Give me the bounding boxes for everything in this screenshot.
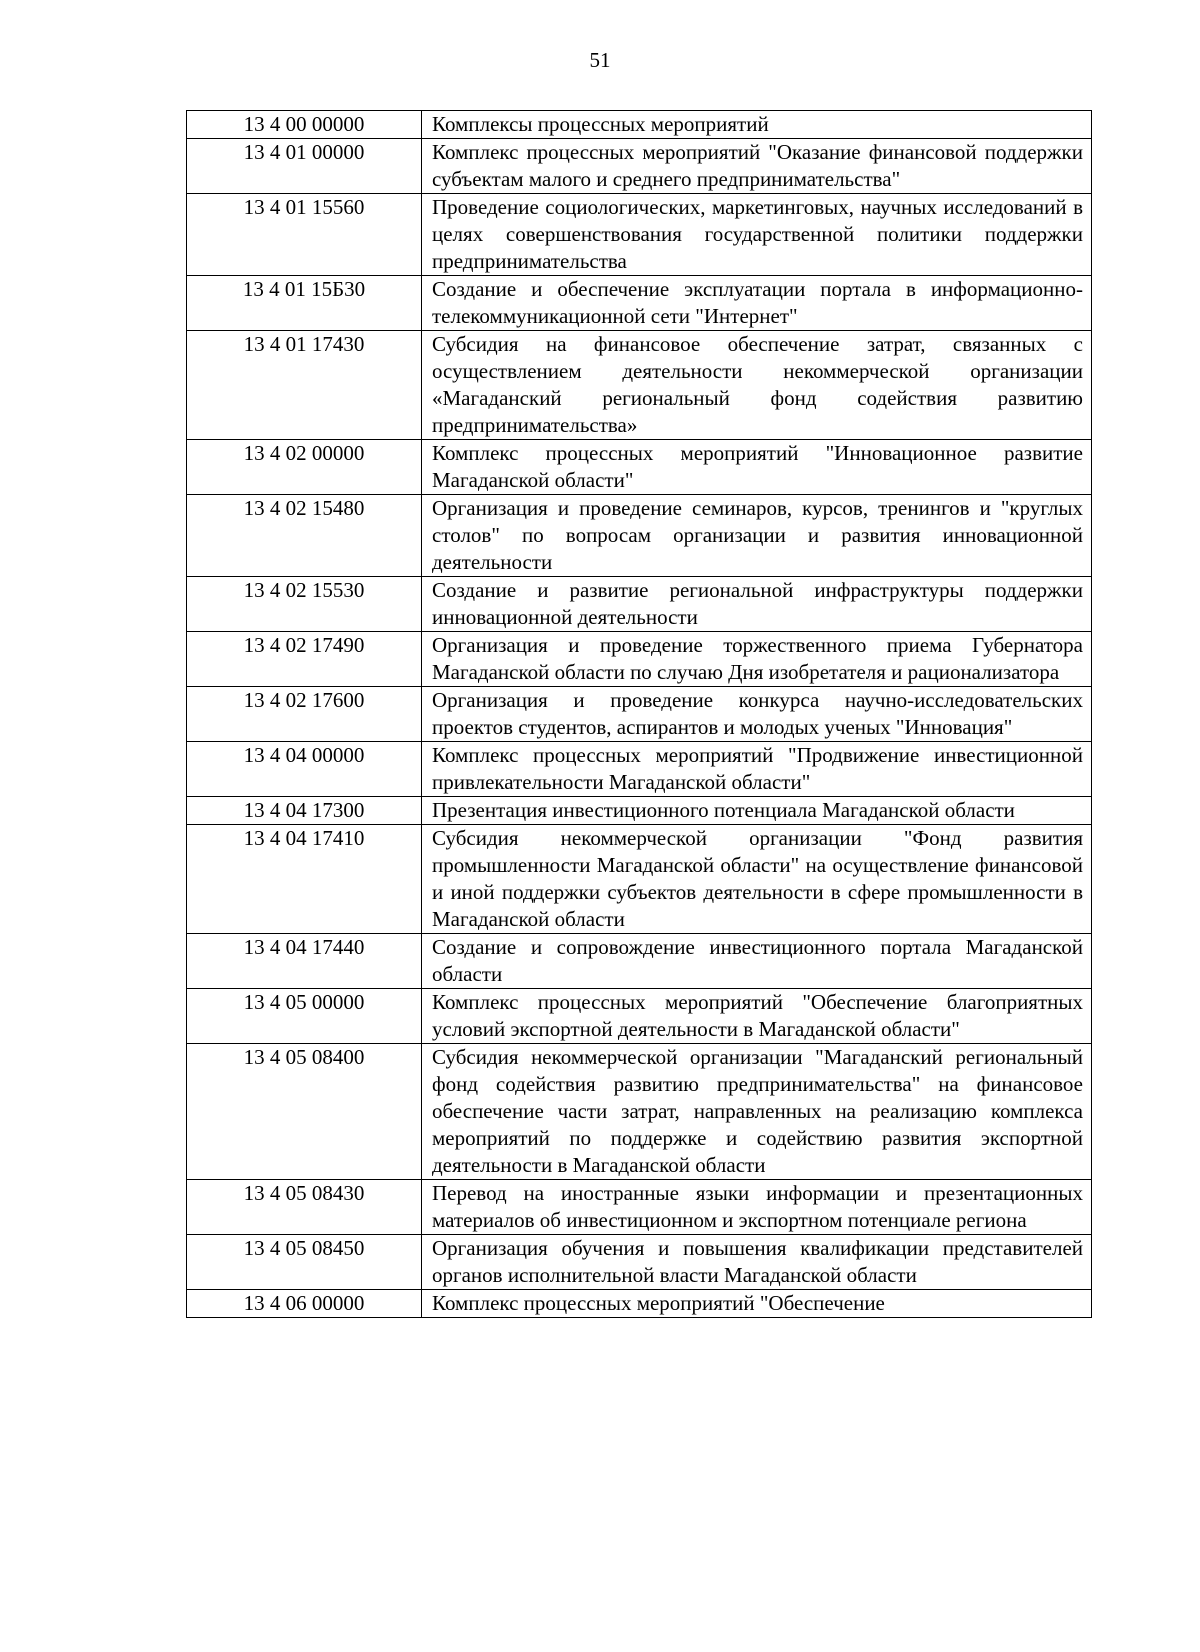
table-row (187, 1180, 1092, 1235)
table-row (187, 331, 1092, 440)
target-article-name: Комплексы процессных мероприятий (422, 111, 1092, 139)
target-article-code: 13 4 00 00000 (187, 111, 422, 139)
target-article-code: 13 4 02 15480 (187, 495, 422, 577)
target-article-code: 13 4 05 08450 (187, 1235, 422, 1290)
target-article-name: Создание и развитие региональной инфраструктуры поддержки инновационной деятельности (422, 577, 1092, 632)
table-row (187, 194, 1092, 276)
page-number: 51 (589, 48, 611, 72)
table-row (187, 632, 1092, 687)
target-article-name: Создание и сопровождение инвестиционного портала Магаданской области (422, 934, 1092, 989)
target-article-code: 13 4 01 00000 (187, 139, 422, 194)
table-row (187, 687, 1092, 742)
target-article-name: Комплекс процессных мероприятий "Обеспечение благоприятных условий экспортной деятельности в Магаданской области" (422, 989, 1092, 1044)
target-article-code: 13 4 04 17300 (187, 797, 422, 825)
target-article-name: Комплекс процессных мероприятий "Инновационное развитие Магаданской области" (422, 440, 1092, 495)
table-row (187, 111, 1092, 139)
target-article-code: 13 4 01 15Б30 (187, 276, 422, 331)
budget-classification-table (186, 110, 1092, 1318)
target-article-name: Создание и обеспечение эксплуатации портала в информационно-телекоммуникационной сети "Интернет" (422, 276, 1092, 331)
target-article-name: Организация и проведение торжественного приема Губернатора Магаданской области по случаю Дня изобретателя и рационализатора (422, 632, 1092, 687)
target-article-name: Презентация инвестиционного потенциала Магаданской области (422, 797, 1092, 825)
target-article-code: 13 4 04 17410 (187, 825, 422, 934)
table-row (187, 139, 1092, 194)
table-row (187, 440, 1092, 495)
target-article-name: Субсидия на финансовое обеспечение затрат, связанных с осуществлением деятельности некоммерческой организации «Магаданский региональный фонд содействия развитию предпринимательства» (422, 331, 1092, 440)
target-article-name: Перевод на иностранные языки информации и презентационных материалов об инвестиционном и экспортном потенциале региона (422, 1180, 1092, 1235)
table-row (187, 742, 1092, 797)
target-article-name: Субсидия некоммерческой организации "Фонд развития промышленности Магаданской области" на осуществление финансовой и иной поддержки субъектов деятельности в сфере промышленности в Магаданской области (422, 825, 1092, 934)
target-article-name: Организация и проведение семинаров, курсов, тренингов и "круглых столов" по вопросам организации и развития инновационной деятельности (422, 495, 1092, 577)
table-row (187, 989, 1092, 1044)
table-row (187, 495, 1092, 577)
target-article-code: 13 4 02 17600 (187, 687, 422, 742)
table-row (187, 1290, 1092, 1318)
target-article-name: Комплекс процессных мероприятий "Оказание финансовой поддержки субъектам малого и среднего предпринимательства" (422, 139, 1092, 194)
table-row (187, 1044, 1092, 1180)
target-article-name: Проведение социологических, маркетинговых, научных исследований в целях совершенствования государственной политики поддержки предпринимательства (422, 194, 1092, 276)
target-article-code: 13 4 04 17440 (187, 934, 422, 989)
table-row (187, 797, 1092, 825)
target-article-name: Комплекс процессных мероприятий "Обеспечение (422, 1290, 1092, 1318)
target-article-code: 13 4 05 08430 (187, 1180, 422, 1235)
target-article-name: Организация обучения и повышения квалификации представителей органов исполнительной власти Магаданской области (422, 1235, 1092, 1290)
target-article-code: 13 4 05 08400 (187, 1044, 422, 1180)
target-article-name: Организация и проведение конкурса научно-исследовательских проектов студентов, аспирантов и молодых ученых "Инновация" (422, 687, 1092, 742)
table-row (187, 934, 1092, 989)
target-article-code: 13 4 01 17430 (187, 331, 422, 440)
target-article-code: 13 4 02 15530 (187, 577, 422, 632)
table-row (187, 825, 1092, 934)
table-row (187, 276, 1092, 331)
table-row (187, 577, 1092, 632)
target-article-name: Субсидия некоммерческой организации "Магаданский региональный фонд содействия развитию предпринимательства" на финансовое обеспечение части затрат, направленных на реализацию комплекса мероприятий по поддержке и содействию развития экспортной деятельности в Магаданской области (422, 1044, 1092, 1180)
table-row (187, 1235, 1092, 1290)
target-article-code: 13 4 05 00000 (187, 989, 422, 1044)
target-article-code: 13 4 06 00000 (187, 1290, 422, 1318)
target-article-code: 13 4 04 00000 (187, 742, 422, 797)
target-article-code: 13 4 02 00000 (187, 440, 422, 495)
target-article-code: 13 4 01 15560 (187, 194, 422, 276)
target-article-name: Комплекс процессных мероприятий "Продвижение инвестиционной привлекательности Магаданской области" (422, 742, 1092, 797)
target-article-code: 13 4 02 17490 (187, 632, 422, 687)
